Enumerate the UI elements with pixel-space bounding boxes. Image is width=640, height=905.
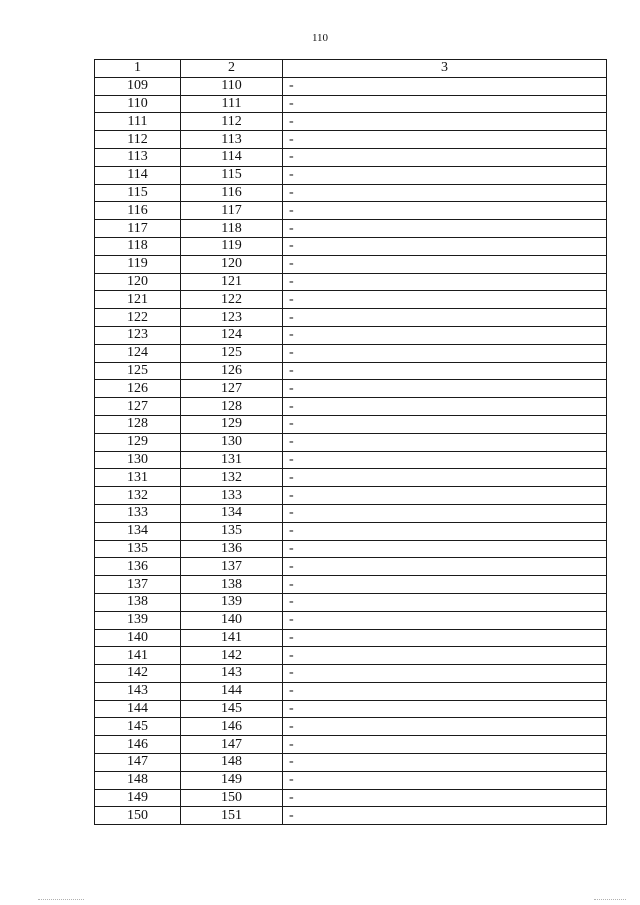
column-header-3: 3: [283, 60, 607, 78]
table-row: [95, 451, 607, 469]
cell-col-1: 148: [95, 771, 181, 789]
column-header-2: 2: [181, 60, 283, 78]
cell-col-3: -: [283, 415, 607, 433]
cell-col-1: 123: [95, 326, 181, 344]
table-row: [95, 77, 607, 95]
table-row: [95, 700, 607, 718]
cell-col-2: 129: [181, 415, 283, 433]
table-row: [95, 504, 607, 522]
cell-col-3: -: [283, 131, 607, 149]
cell-col-2: 151: [181, 807, 283, 825]
cell-col-2: 125: [181, 344, 283, 362]
cell-col-2: 116: [181, 184, 283, 202]
cell-col-1: 144: [95, 700, 181, 718]
cell-col-1: 136: [95, 558, 181, 576]
cell-col-1: 114: [95, 166, 181, 184]
cell-col-1: 116: [95, 202, 181, 220]
cell-col-1: 117: [95, 220, 181, 238]
cell-col-1: 129: [95, 433, 181, 451]
cell-col-2: 136: [181, 540, 283, 558]
table-row: [95, 469, 607, 487]
cell-col-2: 150: [181, 789, 283, 807]
cell-col-1: 111: [95, 113, 181, 131]
cell-col-1: 113: [95, 148, 181, 166]
cell-col-3: -: [283, 77, 607, 95]
cell-col-3: -: [283, 237, 607, 255]
cell-col-3: -: [283, 433, 607, 451]
table-row: [95, 487, 607, 505]
cell-col-1: 138: [95, 593, 181, 611]
cell-col-3: -: [283, 736, 607, 754]
cell-col-1: 125: [95, 362, 181, 380]
cell-col-1: 140: [95, 629, 181, 647]
table-row: [95, 291, 607, 309]
cell-col-2: 134: [181, 504, 283, 522]
data-table: [94, 59, 607, 825]
table-row: [95, 148, 607, 166]
cell-col-3: -: [283, 700, 607, 718]
table-row: [95, 309, 607, 327]
cell-col-2: 138: [181, 576, 283, 594]
cell-col-3: -: [283, 718, 607, 736]
cell-col-1: 122: [95, 309, 181, 327]
cell-col-3: -: [283, 789, 607, 807]
cell-col-3: -: [283, 807, 607, 825]
table-row: [95, 754, 607, 772]
cell-col-2: 143: [181, 665, 283, 683]
cell-col-2: 132: [181, 469, 283, 487]
cell-col-1: 133: [95, 504, 181, 522]
table-row: [95, 166, 607, 184]
cell-col-2: 133: [181, 487, 283, 505]
cell-col-1: 139: [95, 611, 181, 629]
cell-col-2: 127: [181, 380, 283, 398]
cell-col-3: -: [283, 398, 607, 416]
cell-col-3: -: [283, 184, 607, 202]
table-row: [95, 344, 607, 362]
column-header-1: 1: [95, 60, 181, 78]
cell-col-2: 135: [181, 522, 283, 540]
cell-col-2: 128: [181, 398, 283, 416]
cell-col-3: -: [283, 611, 607, 629]
cell-col-2: 137: [181, 558, 283, 576]
table-row: [95, 255, 607, 273]
cell-col-3: -: [283, 593, 607, 611]
cell-col-2: 124: [181, 326, 283, 344]
cell-col-2: 146: [181, 718, 283, 736]
cell-col-3: -: [283, 504, 607, 522]
table-body: [95, 60, 607, 825]
cell-col-2: 114: [181, 148, 283, 166]
table-row: [95, 789, 607, 807]
cell-col-2: 142: [181, 647, 283, 665]
table-row: [95, 558, 607, 576]
cell-col-1: 145: [95, 718, 181, 736]
cell-col-2: 111: [181, 95, 283, 113]
table-row: [95, 682, 607, 700]
cell-col-3: -: [283, 771, 607, 789]
cell-col-1: 150: [95, 807, 181, 825]
cell-col-2: 126: [181, 362, 283, 380]
table-header-row: [95, 60, 607, 78]
cell-col-1: 149: [95, 789, 181, 807]
cell-col-3: -: [283, 629, 607, 647]
cell-col-2: 139: [181, 593, 283, 611]
cell-col-3: -: [283, 647, 607, 665]
cell-col-2: 148: [181, 754, 283, 772]
page-number: 110: [311, 32, 329, 44]
cell-col-1: 112: [95, 131, 181, 149]
table-row: [95, 415, 607, 433]
cell-col-2: 131: [181, 451, 283, 469]
cell-col-2: 145: [181, 700, 283, 718]
cell-col-2: 112: [181, 113, 283, 131]
cell-col-3: -: [283, 362, 607, 380]
cell-col-3: -: [283, 220, 607, 238]
table-row: [95, 522, 607, 540]
cell-col-2: 147: [181, 736, 283, 754]
cell-col-2: 120: [181, 255, 283, 273]
cell-col-3: -: [283, 487, 607, 505]
table-row: [95, 718, 607, 736]
table-row: [95, 433, 607, 451]
cell-col-3: -: [283, 754, 607, 772]
cell-col-3: -: [283, 309, 607, 327]
cell-col-3: -: [283, 326, 607, 344]
cell-col-1: 119: [95, 255, 181, 273]
cell-col-3: -: [283, 166, 607, 184]
cell-col-3: -: [283, 469, 607, 487]
cell-col-3: -: [283, 522, 607, 540]
cell-col-1: 126: [95, 380, 181, 398]
table-row: [95, 273, 607, 291]
cell-col-2: 122: [181, 291, 283, 309]
scan-artifact-right: [594, 899, 626, 902]
table-row: [95, 593, 607, 611]
cell-col-1: 124: [95, 344, 181, 362]
table-row: [95, 220, 607, 238]
cell-col-2: 117: [181, 202, 283, 220]
cell-col-3: -: [283, 540, 607, 558]
table-row: [95, 237, 607, 255]
cell-col-2: 119: [181, 237, 283, 255]
cell-col-1: 131: [95, 469, 181, 487]
cell-col-3: -: [283, 113, 607, 131]
cell-col-1: 132: [95, 487, 181, 505]
cell-col-3: -: [283, 665, 607, 683]
cell-col-3: -: [283, 95, 607, 113]
cell-col-3: -: [283, 273, 607, 291]
cell-col-3: -: [283, 576, 607, 594]
cell-col-1: 127: [95, 398, 181, 416]
table-row: [95, 665, 607, 683]
cell-col-1: 110: [95, 95, 181, 113]
cell-col-2: 149: [181, 771, 283, 789]
cell-col-1: 121: [95, 291, 181, 309]
cell-col-1: 115: [95, 184, 181, 202]
table-row: [95, 326, 607, 344]
cell-col-2: 121: [181, 273, 283, 291]
table-row: [95, 540, 607, 558]
cell-col-1: 147: [95, 754, 181, 772]
cell-col-3: -: [283, 291, 607, 309]
table-row: [95, 647, 607, 665]
cell-col-3: -: [283, 255, 607, 273]
cell-col-1: 118: [95, 237, 181, 255]
cell-col-1: 109: [95, 77, 181, 95]
table-row: [95, 95, 607, 113]
cell-col-1: 142: [95, 665, 181, 683]
cell-col-2: 144: [181, 682, 283, 700]
cell-col-3: -: [283, 148, 607, 166]
cell-col-2: 110: [181, 77, 283, 95]
cell-col-3: -: [283, 558, 607, 576]
table-row: [95, 629, 607, 647]
table-row: [95, 184, 607, 202]
cell-col-1: 143: [95, 682, 181, 700]
table-row: [95, 576, 607, 594]
cell-col-2: 140: [181, 611, 283, 629]
table-row: [95, 202, 607, 220]
cell-col-2: 115: [181, 166, 283, 184]
table-row: [95, 807, 607, 825]
cell-col-1: 120: [95, 273, 181, 291]
cell-col-1: 130: [95, 451, 181, 469]
cell-col-1: 137: [95, 576, 181, 594]
table-row: [95, 771, 607, 789]
table-row: [95, 398, 607, 416]
table-row: [95, 113, 607, 131]
cell-col-2: 141: [181, 629, 283, 647]
cell-col-1: 128: [95, 415, 181, 433]
table-row: [95, 611, 607, 629]
cell-col-3: -: [283, 682, 607, 700]
scan-artifact-left: [38, 899, 84, 902]
cell-col-1: 135: [95, 540, 181, 558]
cell-col-2: 123: [181, 309, 283, 327]
cell-col-3: -: [283, 202, 607, 220]
cell-col-3: -: [283, 451, 607, 469]
cell-col-2: 130: [181, 433, 283, 451]
cell-col-1: 146: [95, 736, 181, 754]
cell-col-3: -: [283, 380, 607, 398]
cell-col-2: 113: [181, 131, 283, 149]
table-row: [95, 736, 607, 754]
table-row: [95, 131, 607, 149]
cell-col-1: 141: [95, 647, 181, 665]
table-row: [95, 380, 607, 398]
cell-col-2: 118: [181, 220, 283, 238]
cell-col-1: 134: [95, 522, 181, 540]
table-row: [95, 362, 607, 380]
cell-col-3: -: [283, 344, 607, 362]
